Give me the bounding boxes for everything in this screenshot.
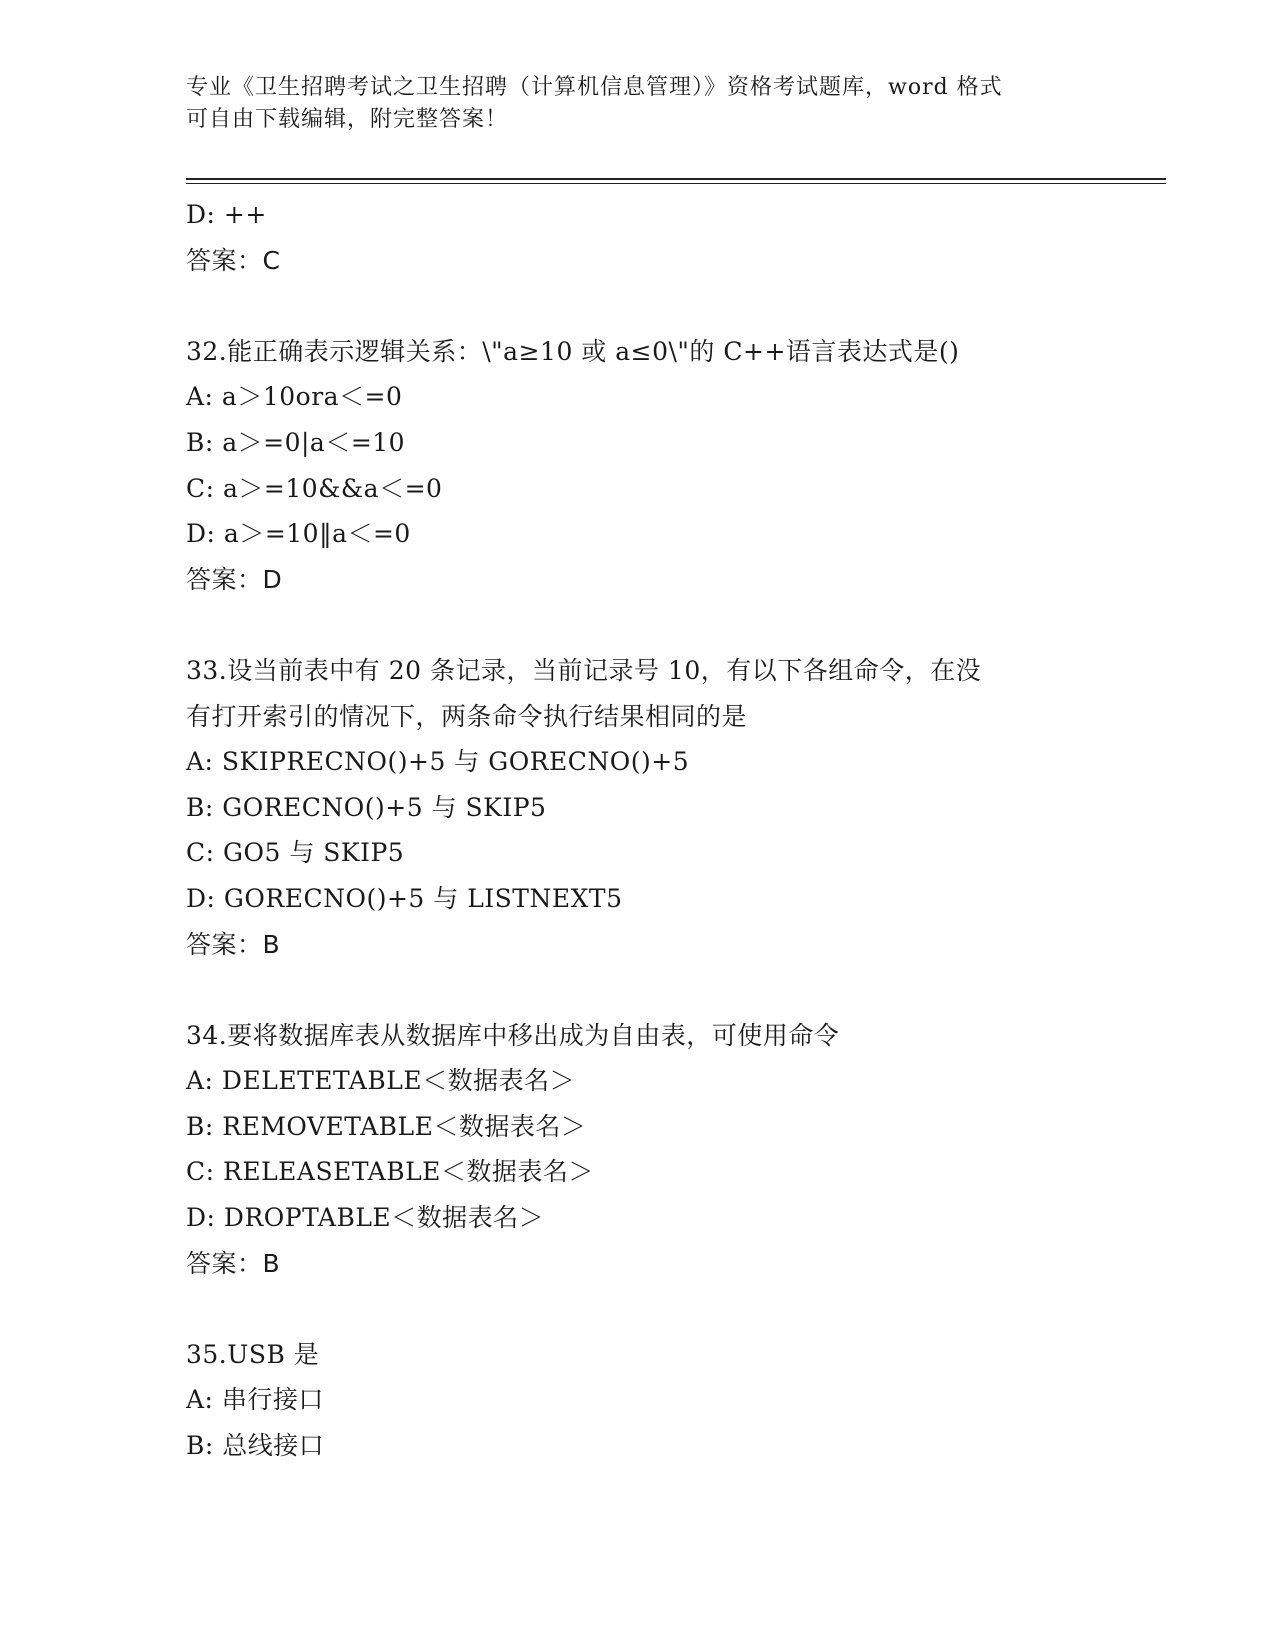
option-c: C: RELEASETABLE＜数据表名＞ xyxy=(186,1157,594,1187)
option-b: B: GORECNO()+5 与 SKIP5 xyxy=(186,792,547,822)
question-32 xyxy=(186,329,1086,603)
question-33 xyxy=(186,648,1086,967)
answer-line: 答案：D xyxy=(186,564,283,594)
spacer xyxy=(186,967,1086,1013)
question-stem: 35.USB 是 xyxy=(186,1339,320,1369)
document-header xyxy=(186,72,1086,136)
previous-question-tail xyxy=(186,192,1086,283)
spacer xyxy=(186,1286,1086,1332)
option-d: D: ++ xyxy=(186,200,267,229)
option-c: C: GO5 与 SKIP5 xyxy=(186,838,405,868)
question-stem: 34.要将数据库表从数据库中移出成为自由表，可使用命令 xyxy=(186,1020,840,1050)
option-b: B: 总线接口 xyxy=(186,1431,325,1461)
question-content xyxy=(186,192,1086,1469)
answer-line: 答案：C xyxy=(186,245,281,275)
option-a: A: 串行接口 xyxy=(186,1385,324,1415)
option-b: B: a＞=0|a＜=10 xyxy=(186,427,406,457)
question-35 xyxy=(186,1332,1086,1469)
question-stem-continued: 有打开索引的情况下，两条命令执行结果相同的是 xyxy=(186,701,748,731)
spacer xyxy=(186,602,1086,648)
question-stem: 33.设当前表中有 20 条记录，当前记录号 10，有以下各组命令，在没 xyxy=(186,655,982,685)
option-d: D: GORECNO()+5 与 LISTNEXT5 xyxy=(186,883,623,913)
header-divider-thick xyxy=(186,178,1166,180)
answer-line: 答案：B xyxy=(186,1248,281,1278)
option-d: D: DROPTABLE＜数据表名＞ xyxy=(186,1203,545,1233)
answer-line: 答案：B xyxy=(186,929,281,959)
header-divider-thin xyxy=(186,183,1166,184)
spacer xyxy=(186,283,1086,329)
option-a: A: a＞10ora＜=0 xyxy=(186,382,403,412)
header-title-line-1: 专业《卫生招聘考试之卫生招聘（计算机信息管理）》资格考试题库，word 格式 xyxy=(186,75,1003,100)
question-34 xyxy=(186,1013,1086,1287)
option-c: C: a＞=10&&a＜=0 xyxy=(186,473,443,503)
option-a: A: DELETETABLE＜数据表名＞ xyxy=(186,1066,576,1096)
option-b: B: REMOVETABLE＜数据表名＞ xyxy=(186,1111,587,1141)
option-d: D: a＞=10‖a＜=0 xyxy=(186,519,411,549)
option-a: A: SKIPRECNO()+5 与 GORECNO()+5 xyxy=(186,747,690,777)
header-title-line-2: 可自由下载编辑，附完整答案！ xyxy=(186,107,509,132)
question-stem: 32.能正确表示逻辑关系：\"a≥10 或 a≤0\"的 C++语言表达式是() xyxy=(186,336,960,366)
